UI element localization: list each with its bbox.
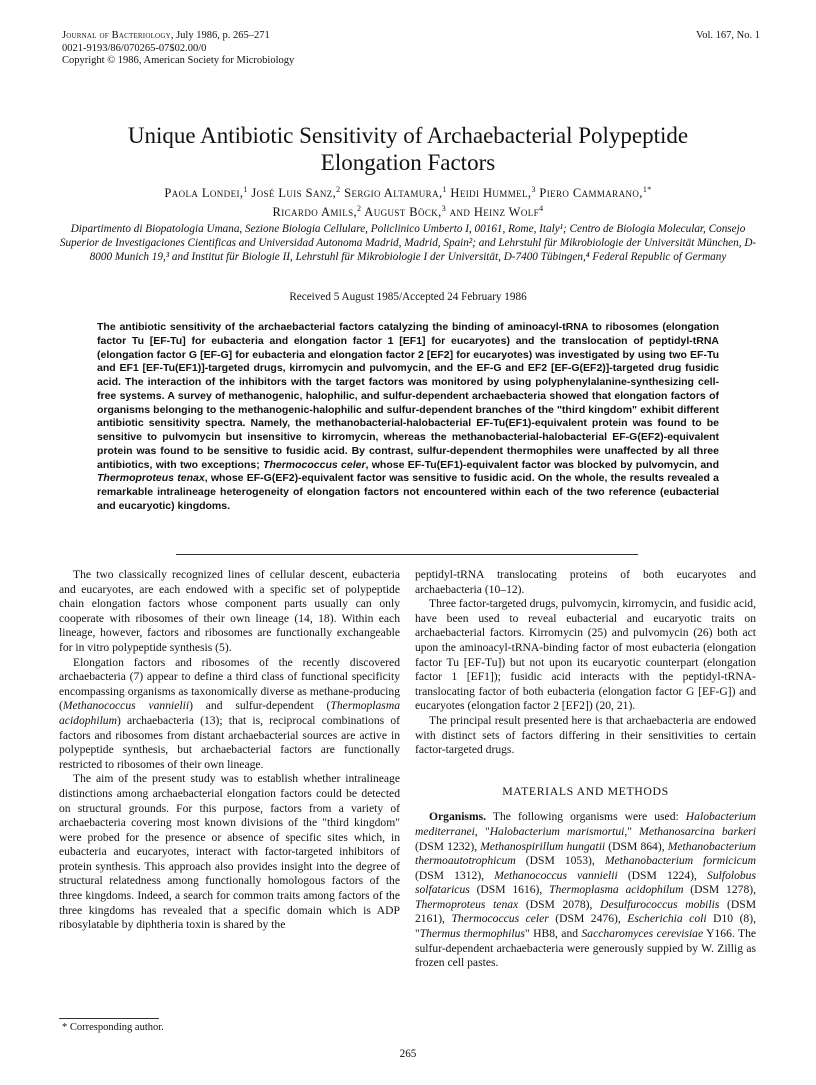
text-run: D10 (8), " — [415, 912, 756, 941]
affiliation-marker: 1 — [442, 185, 447, 194]
body-paragraph — [415, 568, 756, 597]
page-number: 265 — [399, 1048, 417, 1060]
article-title — [60, 122, 756, 176]
footnote-divider — [59, 1018, 159, 1019]
text-run: Elongation factors and ribosomes of the recently discovered archaebacteria (7) appear to define a third class of functional specificity encompassing organisms as taxonomically diverse as methane-producing ( — [59, 655, 400, 713]
text-run: The antibiotic sensitivity of the archaebacterial factors catalyzing the binding of aminoacyl-tRNA to ribosomes (elongation factor Tu [EF-Tu] for eubacteria and elongation factor 1 [EF1] for eucaryotes) and the translocation of peptidyl-tRNA (elongation factor G [EF-G] for eubacteria and elongation factor 2 [EF2] for eucaryotes) was investigated by using two EF-Tu and EF1 [EF-Tu(EF1)]-targeted drugs, kirromycin and pulvomycin, and the EF-G and EF2 [EF-G(EF2)]-targeted drug fusidic acid. The interaction of the inhibitors with the target factors was monitored by using polyphenylalanine-synthesizing cell-free systems. A survey of methanogenic, halophilic, and sulfur-dependent archaebacteria showed that elongation factors of organisms belonging to the methanogenic-halophilic and sulfur-dependent branches of the "third kingdom" exhibit different antibiotic sensitivity spectra. Namely, the methanobacterial-halobacterial EF-Tu(EF1)-equivalent protein was found to be sensitive to pulvomycin but insensitive to kirromycin, whereas the methanobacterial-halobacterial EF-G(EF2)-equivalent protein was found to be sensitive to fusidic acid. By contrast, sulfur-dependent thermophiles were unaffected by all three antibiotics, with two exceptions; — [97, 321, 719, 471]
italic-run: Thermoproteus tenax — [415, 897, 519, 911]
title-line: Elongation Factors — [320, 150, 496, 175]
italic-run: Methanobacterium thermoautotrophicum — [415, 839, 756, 868]
abstract-divider — [176, 554, 638, 555]
body-paragraph — [59, 568, 400, 656]
text-run: Y166. The sulfur-dependent archaebacteria were generously suppied by W. Zillig as frozen cell pastes. — [415, 927, 757, 970]
text-run: (DSM 2078), — [518, 897, 601, 911]
text-run: Three factor-targeted drugs, pulvomycin, kirromycin, and fusidic acid, have been used to reveal eubacterial and eucaryotic traits on archaebacterial factors. Kirromycin (25) and pulvomycin (26) both act upon the aminoacyl-tRNA-binding factor of most eubacteria (elongation factor Tu [EF-Tu]) but not upon its eucaryotic counterpart (elongation factor 1 [EF1]); fusidic acid interacts with the peptidyl-tRNA-translocating factor of both eubacteria (elongation factor G [EF-G]) and eucaryotes (elongation factor 2 [EF2]) (20, 21). — [415, 597, 756, 713]
text-run: The two classically recognized lines of cellular descent, eubacteria and eucaryotes, are each endowed with a specific set of polypeptide chain elongation factors whose component parts usually can only cooperate with ribosomes of their own lineage (14, 18). Within each lineage, however, factors and ribosomes are functionally exchangeable for in vitro polypeptide synthesis (5). — [59, 568, 400, 654]
body-paragraph — [59, 772, 400, 933]
author-name: José Luis Sanz, — [247, 186, 337, 201]
author-name: Paola Londei, — [164, 186, 244, 201]
article-code: 0021-9193/86/070265-07$02.00/0 — [62, 42, 207, 54]
author-name: Ricardo Amils, — [272, 205, 358, 220]
italic-run: Escherichia coli — [627, 912, 707, 926]
author-name: and Heinz Wolf — [446, 205, 540, 220]
italic-run: Methanococcus vannielii — [62, 699, 190, 713]
journal-issue: , July 1986, p. 265–271 — [170, 30, 270, 41]
author-name: Sergio Altamura, — [340, 186, 443, 201]
section-heading: MATERIALS AND METHODS — [502, 783, 669, 798]
affiliation-marker: 2 — [357, 204, 362, 214]
title-line: Unique Antibiotic Sensitivity of Archaebacterial Polypeptide — [127, 123, 689, 148]
author-name: Piero Cammarano, — [535, 186, 643, 201]
text-run: The following organisms were used: — [486, 810, 686, 824]
text-run: (DSM 864), — [605, 839, 668, 853]
author-name: August Böck, — [361, 205, 442, 220]
italic-run: Halobacterium mediterranei — [415, 810, 756, 838]
italic-run: Sulfolobus solfataricus — [415, 868, 756, 897]
italic-run: Halobacterium marismortui — [489, 824, 625, 838]
italic-run: Methanobacterium formicicum — [604, 854, 756, 868]
italic-run: Desulfurococcus mobilis — [600, 897, 720, 911]
organisms-runin: Organisms. — [429, 810, 487, 824]
italic-run: Methanococcus vannielii — [494, 868, 618, 882]
text-run: (DSM 1278), — [683, 883, 756, 897]
organisms-text — [415, 810, 756, 969]
italic-run: Thermus thermophilus — [419, 927, 525, 941]
received-date: Received 5 August 1985/Accepted 24 February 1986 — [289, 291, 527, 303]
affiliations: Dipartimento di Biopatologia Umana, Sezione Biologia Cellulare, Policlinico Umberto I, 00161, Rome, Italy¹; Centro de Biologia Molecular, Consejo Superior de Investigaciones Cientificas and Universidad Autonoma Madrid, Madrid, Spain²; and Lehrstuhl für Mikrobiologie der Universität München, D-8000 Munich 19,³ and Institut für Biologie II, Lehrstuhl für Mikrobiologie I der Universität, D-7400 Tübingen,⁴ Federal Republic of Germany — [59, 223, 757, 264]
abstract — [97, 321, 719, 514]
text-run: , whose EF-Tu(EF1)-equivalent factor was blocked by pulvomycin, and — [365, 458, 720, 471]
footnote: * Corresponding author. — [62, 1022, 164, 1033]
affiliation-marker: 2 — [336, 185, 341, 194]
text-run: , " — [474, 824, 490, 838]
affiliation-marker: 1 — [243, 185, 248, 194]
author-line — [60, 201, 756, 220]
italic-run: Methanosarcina barkeri — [639, 824, 757, 838]
affiliation-marker: 3 — [441, 204, 447, 214]
italic-run: Methanospirillum hungatii — [480, 839, 606, 853]
affiliation-marker: 3 — [531, 185, 536, 194]
volume-label: Vol. 167, No. 1 — [696, 30, 760, 41]
italic-run: Thermoplasma acidophilum — [59, 699, 400, 727]
text-run: ," — [624, 824, 640, 838]
text-run: (DSM 1224), — [617, 868, 708, 882]
body-paragraph — [59, 656, 400, 773]
author-list — [60, 182, 756, 220]
italic-run: Thermococcus celer — [263, 458, 366, 471]
text-run: (DSM 1312), — [415, 868, 495, 882]
text-run: (DSM 1053), — [515, 854, 605, 868]
author-line — [60, 182, 756, 201]
text-run: (DSM 1232), — [415, 839, 481, 853]
text-run: The principal result presented here is that archaebacteria are endowed with distinct sets of factors differing in their sensitivities to certain factor-targeted drugs. — [415, 713, 756, 757]
journal-header — [62, 30, 294, 68]
right-column — [415, 568, 756, 971]
text-run: peptidyl-tRNA translocating proteins of both eucaryotes and archaebacteria (10–12). — [415, 568, 756, 596]
text-run: (DSM 2161), — [415, 897, 756, 926]
left-column — [59, 568, 400, 933]
italic-run: Thermococcus celer — [451, 912, 549, 926]
journal-citation — [62, 30, 294, 43]
italic-run: Saccharomyces cerevisiae — [581, 927, 704, 941]
italic-run: Thermoplasma acidophilum — [549, 883, 684, 897]
body-paragraph — [415, 597, 756, 714]
body-paragraph — [415, 714, 756, 758]
journal-name: Journal of Bacteriology — [62, 30, 171, 41]
text-run: (DSM 1616), — [469, 883, 550, 897]
text-run: (DSM 2476), — [548, 912, 628, 926]
affiliation-marker: 1* — [642, 185, 652, 194]
italic-run: Thermoproteus tenax — [97, 472, 205, 485]
copyright-line: Copyright © 1986, American Society for Microbiology — [62, 55, 295, 66]
text-run: The aim of the present study was to establish whether intralineage distinctions among archaebacterial elongation factors could be detected on structural grounds. For this purpose, factors from a variety of archaebacteria covering most known divisions of the "third kingdom" were probed for the presence or absence of specific sites which, in eubacteria and eucaryotes, interact with factor-targeted inhibitors of protein synthesis. This approach also provides insight into the degree of structural relatedness among functionally homologous factors of the three kingdoms. Indeed, a search for common traits among factors of the three kingdoms has revealed that a specific domain which is ADP ribosylatable by diphtheria toxin is shared by the — [59, 772, 400, 932]
text-run: " HB8, and — [524, 927, 582, 941]
author-name: Heidi Hummel, — [446, 186, 532, 201]
text-run: , whose EF-G(EF2)-equivalent factor was sensitive to fusidic acid. On the whole, the results revealed a remarkable intralineage heterogeneity of elongation factors not encountered within each of the two reference (eubacterial and eucaryotic) kingdoms. — [97, 472, 719, 512]
affiliation-marker: 4 — [539, 204, 544, 214]
organisms-paragraph — [415, 810, 756, 971]
text-run: ) and sulfur-dependent ( — [189, 699, 331, 713]
text-run: ) archaebacteria (13); that is, reciprocal combinations of factors and ribosomes from distant archaebacterial sources are active in polypeptide synthesis, but archaebacterial factors are functionally restricted to ribosomes of their own lineage. — [59, 713, 400, 771]
